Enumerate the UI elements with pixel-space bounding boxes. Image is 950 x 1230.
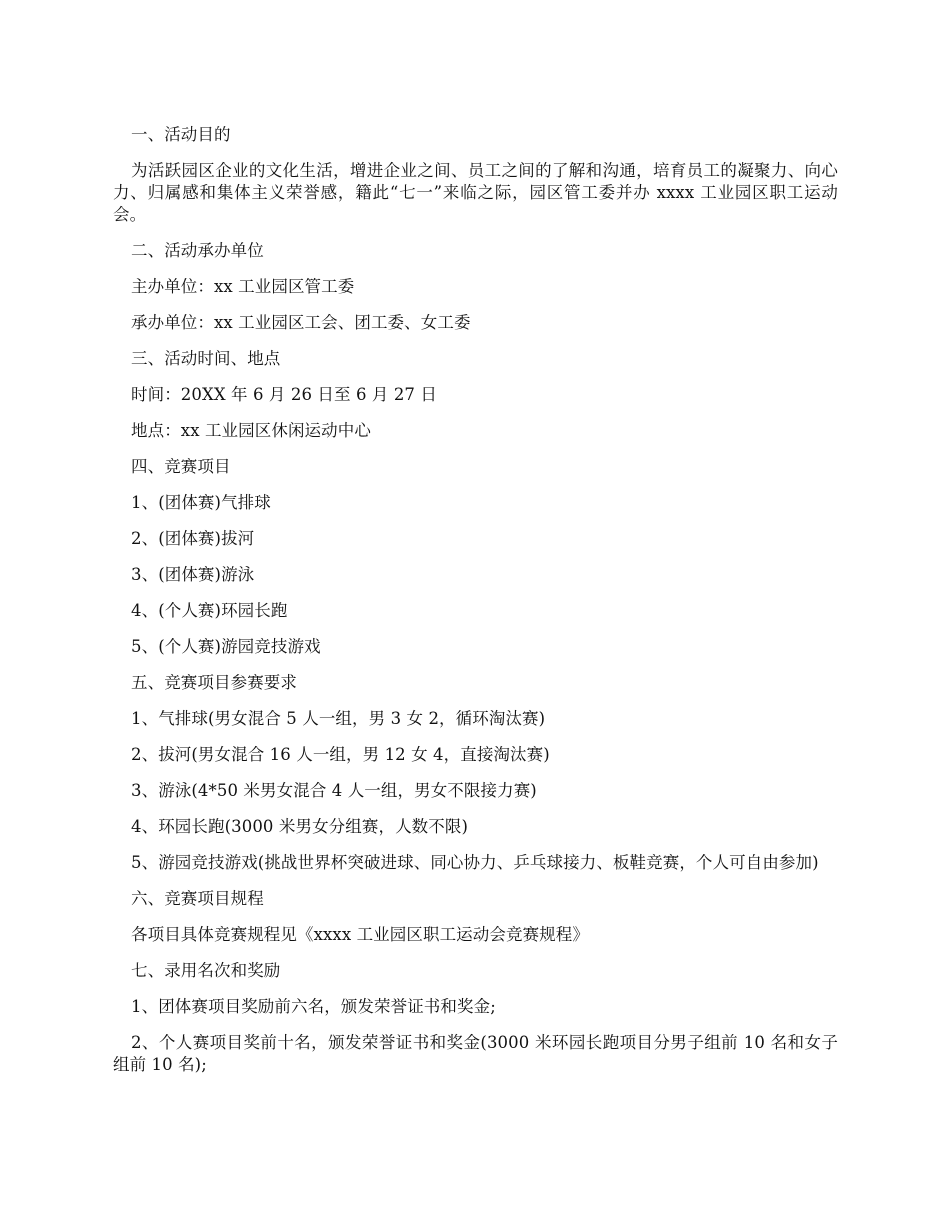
section-heading-purpose: 一、活动目的 <box>131 125 231 144</box>
list-item-event: 1、(团体赛)气排球 <box>131 493 271 512</box>
document-body <box>113 124 838 1090</box>
section-heading-requirements: 五、竞赛项目参赛要求 <box>131 673 297 692</box>
paragraph-time: 时间：20XX 年 6 月 26 日至 6 月 27 日 <box>131 385 437 404</box>
paragraph-host: 主办单位：xx 工业园区管工委 <box>131 277 355 296</box>
list-item-event: 5、(个人赛)游园竞技游戏 <box>131 637 321 656</box>
section-heading-organizers: 二、活动承办单位 <box>131 241 264 260</box>
section-heading-awards: 七、录用名次和奖励 <box>131 961 281 980</box>
list-item-event: 3、(团体赛)游泳 <box>131 565 255 584</box>
section-heading-time-place: 三、活动时间、地点 <box>131 349 281 368</box>
paragraph-place: 地点：xx 工业园区休闲运动中心 <box>131 421 371 440</box>
list-item-requirement: 2、拔河(男女混合 16 人一组，男 12 女 4，直接淘汰赛) <box>131 745 550 764</box>
section-heading-events: 四、竞赛项目 <box>131 457 231 476</box>
list-item-requirement: 4、环园长跑(3000 米男女分组赛，人数不限) <box>131 817 469 836</box>
list-item-award: 2、个人赛项目奖前十名，颁发荣誉证书和奖金(3000 米环园长跑项目分男子组前 10 名和女子组前 10 名); <box>113 1033 838 1074</box>
list-item-event: 2、(团体赛)拔河 <box>131 529 255 548</box>
list-item-requirement: 1、气排球(男女混合 5 人一组，男 3 女 2，循环淘汰赛) <box>131 709 546 728</box>
list-item-requirement: 3、游泳(4*50 米男女混合 4 人一组，男女不限接力赛) <box>131 781 537 800</box>
section-heading-rules: 六、竞赛项目规程 <box>131 889 264 908</box>
list-item-award: 1、团体赛项目奖励前六名，颁发荣誉证书和奖金; <box>131 997 496 1016</box>
list-item-requirement: 5、游园竞技游戏(挑战世界杯突破进球、同心协力、乒乓球接力、板鞋竞赛，个人可自由参加) <box>131 853 819 872</box>
list-item-event: 4、(个人赛)环园长跑 <box>131 601 288 620</box>
paragraph-co-organizer: 承办单位：xx 工业园区工会、团工委、女工委 <box>131 313 471 332</box>
paragraph-purpose: 为活跃园区企业的文化生活，增进企业之间、员工之间的了解和沟通，培育员工的凝聚力、向心力、归属感和集体主义荣誉感，籍此“七一”来临之际，园区管工委并办 xxxx 工业园区职工运动会。 <box>113 161 838 224</box>
paragraph-rules: 各项目具体竞赛规程见《xxxx 工业园区职工运动会竞赛规程》 <box>131 925 589 944</box>
